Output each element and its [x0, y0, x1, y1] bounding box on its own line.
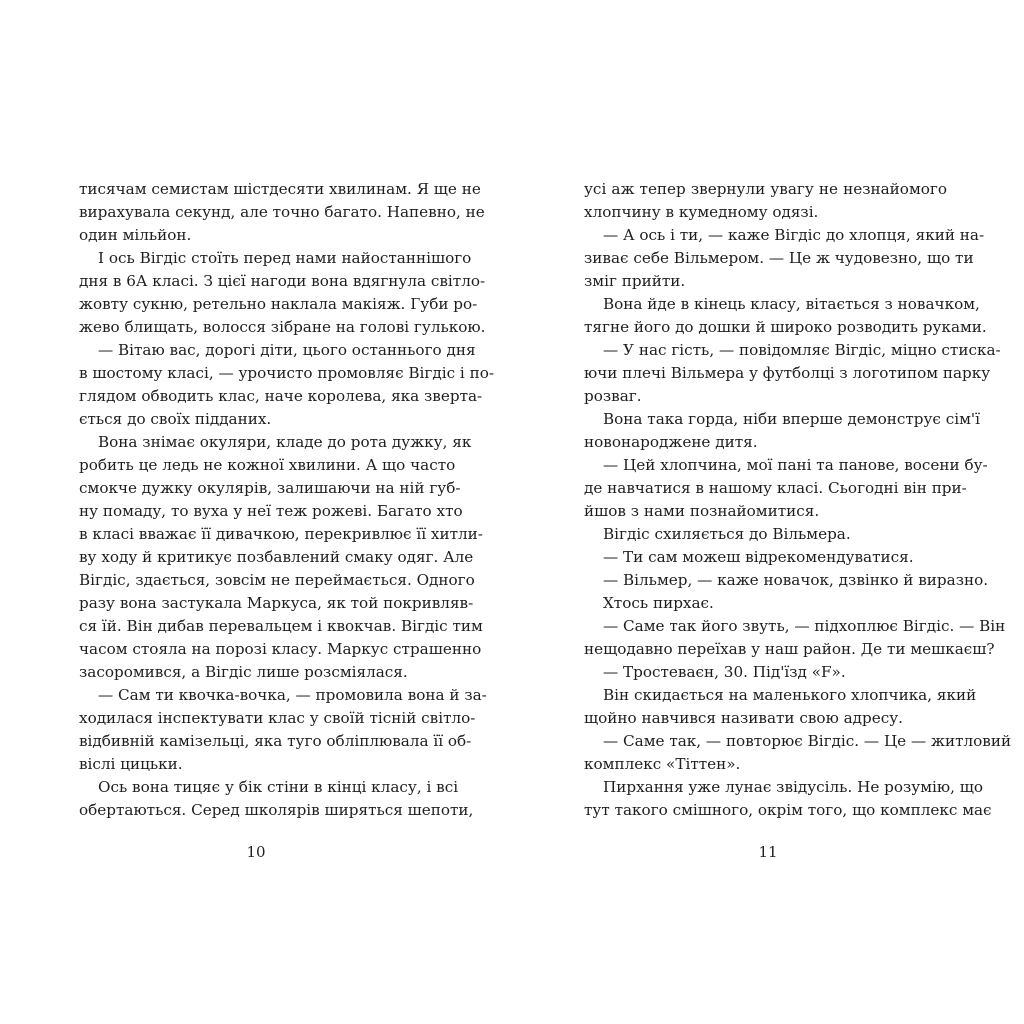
- page-number-right: 11: [758, 843, 778, 861]
- text-line: разу вона застукала Маркуса, як той покривляв-: [79, 594, 474, 612]
- text-line: жовту сукню, ретельно наклала макіяж. Губи ро-: [79, 295, 478, 313]
- text-line: тут такого смішного, окрім того, що комплекс має: [584, 801, 992, 819]
- text-line: Вона така горда, ніби вперше демонструє сім'ї: [603, 410, 980, 428]
- text-line: ву ходу й критикує позбавлений смаку одяг. Але: [79, 548, 474, 566]
- text-line: І ось Вігдіс стоїть перед нами найостаннішого: [98, 249, 472, 267]
- text-line: тягне його до дошки й широко розводить руками.: [584, 318, 987, 336]
- text-line: усі аж тепер звернули увагу не незнайомого: [584, 180, 947, 198]
- text-line: жево блищать, волосся зібране на голові гулькою.: [79, 318, 486, 336]
- text-line: — Сам ти квочка-вочка, — промовила вона й за-: [98, 686, 487, 704]
- text-line: ся їй. Він дибав перевальцем і квокчав. Вігдіс тим: [79, 617, 483, 635]
- text-line: один мільйон.: [79, 226, 192, 244]
- text-line: ється до своїх підданих.: [79, 410, 272, 428]
- text-line: — А ось і ти, — каже Вігдіс до хлопця, який на-: [603, 226, 985, 244]
- text-line: часом стояла на порозі класу. Маркус страшенно: [79, 640, 482, 658]
- right-page: [512, 0, 1024, 1024]
- text-line: комплекс «Тіттен».: [584, 755, 741, 773]
- text-line: — Цей хлопчина, мої пані та панове, восени бу-: [603, 456, 988, 474]
- text-line: — Вітаю вас, дорогі діти, цього останнього дня: [98, 341, 476, 359]
- text-line: зміг прийти.: [584, 272, 686, 290]
- text-line: робить це ледь не кожної хвилини. А що часто: [79, 456, 456, 474]
- text-line: в шостому класі, — урочисто промовляє Вігдіс і по-: [79, 364, 495, 382]
- text-line: Пирхання уже лунає звідусіль. Не розумію, що: [603, 778, 984, 796]
- text-line: ючи плечі Вільмера у футболці з логотипом парку: [584, 364, 991, 382]
- text-line: розваг.: [584, 387, 642, 405]
- text-line: Вона знімає окуляри, кладе до рота дужку, як: [98, 433, 472, 451]
- text-line: йшов з нами познайомитися.: [584, 502, 820, 520]
- text-line: Ось вона тицяє у бік стіни в кінці класу, і всі: [98, 778, 459, 796]
- text-line: — Вільмер, — каже новачок, дзвінко й виразно.: [603, 571, 989, 589]
- page-number-left: 10: [246, 843, 266, 861]
- text-line: — Тростеваєн, 30. Під'їзд «F».: [603, 663, 846, 681]
- text-line: відбивній камізельці, яка туго обліплювала її об-: [79, 732, 472, 750]
- text-line: — Ти сам можеш відрекомендуватися.: [603, 548, 914, 566]
- text-line: віслі цицьки.: [79, 755, 183, 773]
- text-line: хлопчину в кумедному одязі.: [584, 203, 819, 221]
- text-line: ну помаду, то вуха у неї теж рожеві. Багато хто: [79, 502, 463, 520]
- text-line: смокче дужку окулярів, залишаючи на ній губ-: [79, 479, 461, 497]
- text-line: — Саме так його звуть, — підхоплює Вігдіс. — Він: [603, 617, 1006, 635]
- text-line: тисячам семистам шістдесяти хвилинам. Я ще не: [79, 180, 481, 198]
- text-line: — У нас гість, — повідомляє Вігдіс, міцно стиска-: [603, 341, 1001, 359]
- right-page-text: [584, 178, 1012, 822]
- text-line: засоромився, а Вігдіс лише розсміялася.: [79, 663, 408, 681]
- text-line: вирахувала секунд, але точно багато. Напевно, не: [79, 203, 485, 221]
- text-line: Він скидається на маленького хлопчика, який: [603, 686, 977, 704]
- text-line: Вона йде в кінець класу, вітається з новачком,: [603, 295, 980, 313]
- text-line: глядом обводить клас, наче королева, яка зверта-: [79, 387, 483, 405]
- text-line: де навчатися в нашому класі. Сьогодні він при-: [584, 479, 967, 497]
- text-line: — Саме так, — повторює Вігдіс. — Це — житловий: [603, 732, 1012, 750]
- text-line: Вігдіс схиляється до Вільмера.: [603, 525, 851, 543]
- text-line: Вігдіс, здається, зовсім не переймається. Одного: [79, 571, 475, 589]
- text-line: новонароджене дитя.: [584, 433, 758, 451]
- text-line: обертаються. Серед школярів ширяться шепоти,: [79, 801, 474, 819]
- text-line: дня в 6А класі. З цієї нагоди вона вдягнула світло-: [79, 272, 486, 290]
- text-line: зиває себе Вільмером. — Це ж чудовезно, що ти: [584, 249, 974, 267]
- text-line: нещодавно переїхав у наш район. Де ти мешкаєш?: [584, 640, 995, 658]
- left-page-text: [79, 178, 495, 822]
- text-line: ходилася інспектувати клас у своїй тісній світло-: [79, 709, 476, 727]
- text-line: Хтось пирхає.: [603, 594, 714, 612]
- text-line: щойно навчився називати свою адресу.: [584, 709, 904, 727]
- text-line: в класі вважає її дивачкою, перекривлює її хитли-: [79, 525, 483, 543]
